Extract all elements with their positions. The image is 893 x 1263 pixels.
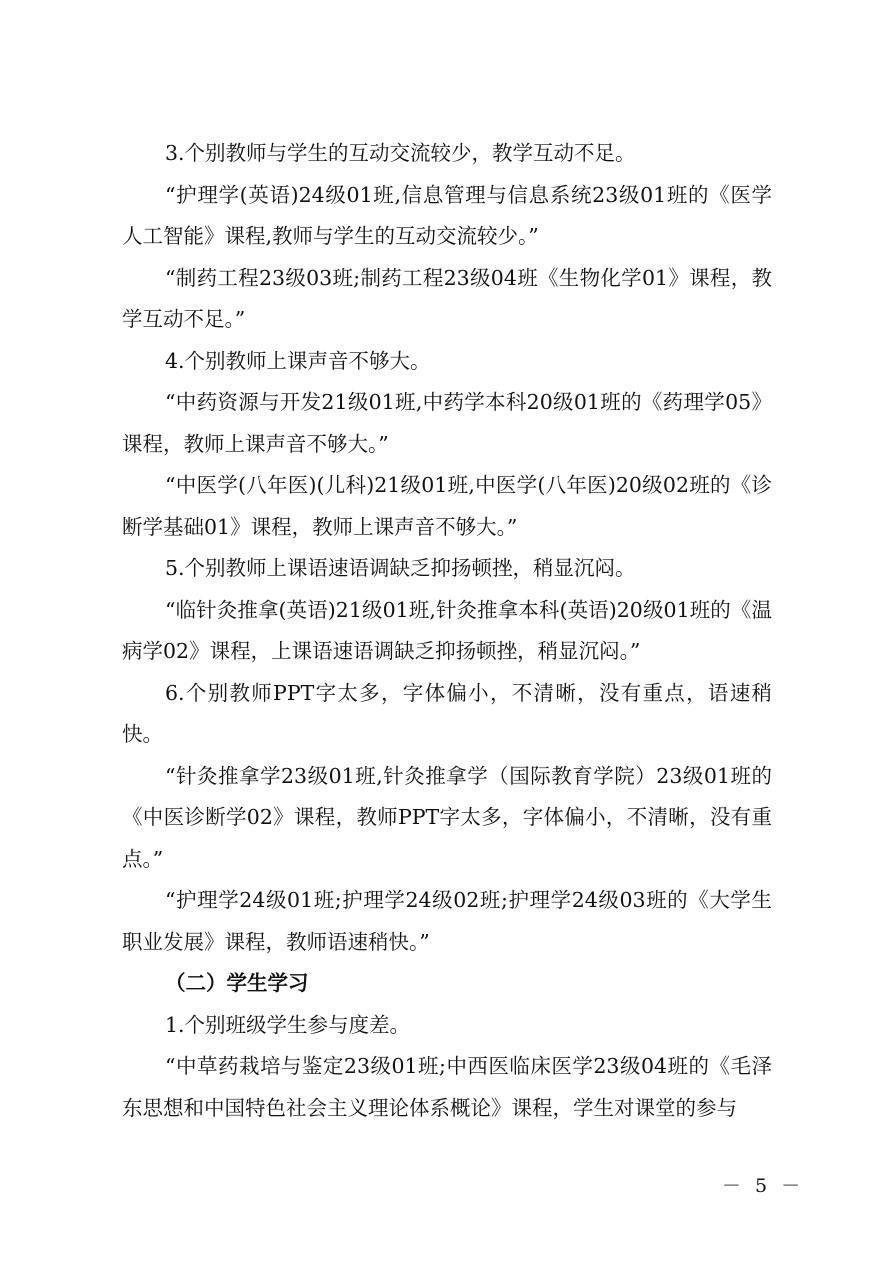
item-heading-teacher-ppt: 6.个别教师PPT字太多，字体偏小，不清晰，没有重点，语速稍快。 (122, 680, 772, 746)
quote-paragraph: “护理学24级01班;护理学24级02班;护理学24级03班的《大学生职业发展》课程，教师语速稍快。” (122, 888, 772, 954)
quote-paragraph: “临针灸推拿(英语)21级01班,针灸推拿本科(英语)20级01班的《温病学02》课程，上课语速语调缺乏抑扬顿挫，稍显沉闷。” (122, 597, 772, 663)
document-body (122, 133, 772, 1129)
quote-paragraph: “针灸推拿学23级01班,针灸推拿学（国际教育学院）23级01班的《中医诊断学02》课程，教师PPT字太多，字体偏小，不清晰，没有重点。” (122, 763, 772, 871)
quote-paragraph: “中草药栽培与鉴定23级01班;中西医临床医学23级04班的《毛泽东思想和中国特色社会主义理论体系概论》课程，学生对课堂的参与 (122, 1054, 772, 1120)
quote-paragraph: “中医学(八年医)(儿科)21级01班,中医学(八年医)20级02班的《诊断学基础01》课程，教师上课声音不够大。” (122, 473, 772, 539)
item-heading-teacher-interaction: 3.个别教师与学生的互动交流较少，教学互动不足。 (165, 141, 636, 165)
quote-paragraph: “中药资源与开发21级01班,中药学本科20级01班的《药理学05》课程，教师上课声音不够大。” (122, 390, 772, 456)
quote-paragraph: “护理学(英语)24级01班,信息管理与信息系统23级01班的《医学人工智能》课程,教师与学生的互动交流较少。” (122, 182, 772, 248)
item-heading-student-participation: 1.个别班级学生参与度差。 (165, 1012, 411, 1037)
section-heading-student-learning: （二）学生学习 (165, 971, 309, 995)
item-heading-teacher-tone: 5.个别教师上课语速语调缺乏抑扬顿挫，稍显沉闷。 (165, 556, 636, 580)
quote-paragraph: “制药工程23级03班;制药工程23级04班《生物化学01》课程，教学互动不足。” (122, 265, 772, 331)
page-number: － 5 － (722, 1175, 805, 1197)
item-heading-teacher-voice: 4.个别教师上课声音不够大。 (165, 348, 431, 373)
